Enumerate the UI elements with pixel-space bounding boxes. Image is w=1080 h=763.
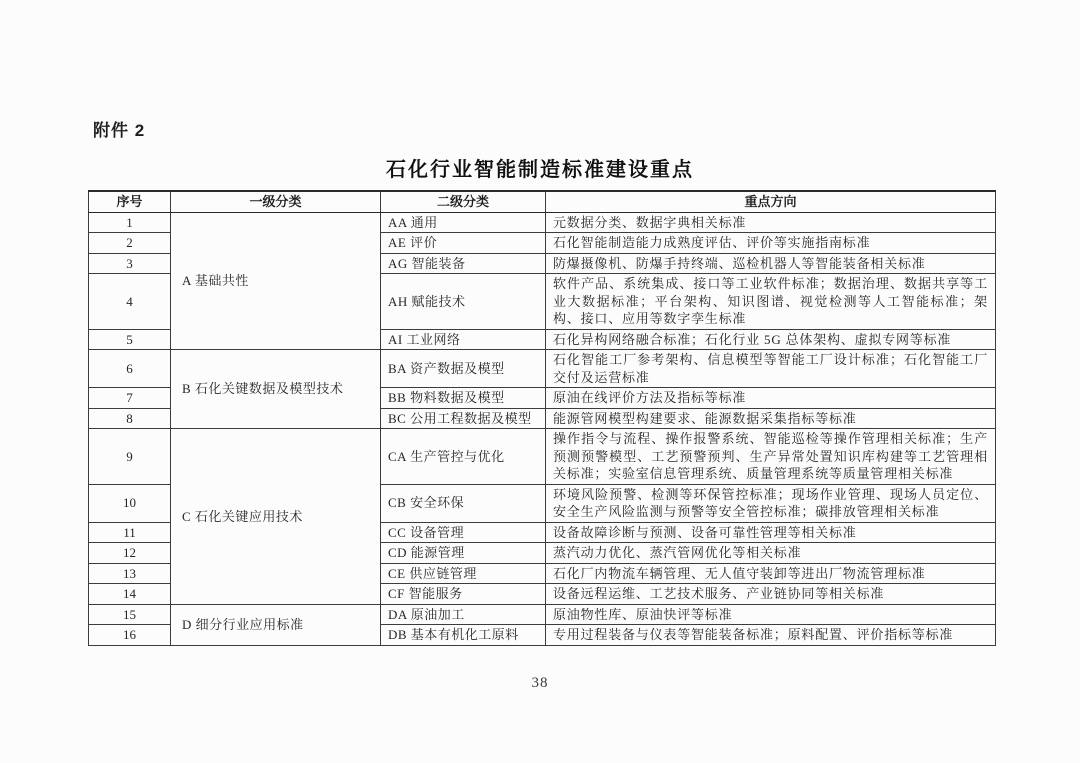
cell-subcategory: CE 供应链管理 — [381, 563, 546, 584]
cell-subcategory: AA 通用 — [381, 212, 546, 233]
column-header: 重点方向 — [546, 191, 996, 212]
table-row — [89, 429, 996, 485]
page-number: 38 — [531, 675, 549, 691]
cell-index: 6 — [89, 350, 171, 388]
cell-subcategory: AI 工业网络 — [381, 329, 546, 350]
cell-focus-direction: 防爆摄像机、防爆手持终端、巡检机器人等智能装备相关标准 — [546, 253, 996, 274]
cell-focus-direction: 设备远程运维、工艺技术服务、产业链协同等相关标准 — [546, 584, 996, 605]
cell-index: 8 — [89, 408, 171, 429]
cell-index: 13 — [89, 563, 171, 584]
cell-index: 1 — [89, 212, 171, 233]
cell-subcategory: DA 原油加工 — [381, 604, 546, 625]
column-header: 二级分类 — [381, 191, 546, 212]
cell-category: A 基础共性 — [171, 212, 381, 350]
cell-focus-direction: 原油物性库、原油快评等标准 — [546, 604, 996, 625]
table-row — [89, 212, 996, 233]
cell-subcategory: AH 赋能技术 — [381, 274, 546, 330]
cell-subcategory: BC 公用工程数据及模型 — [381, 408, 546, 429]
column-header: 一级分类 — [171, 191, 381, 212]
cell-focus-direction: 元数据分类、数据字典相关标准 — [546, 212, 996, 233]
attachment-label: 附件 2 — [93, 121, 146, 140]
cell-focus-direction: 石化智能工厂参考架构、信息模型等智能工厂设计标准；石化智能工厂交付及运营标准 — [546, 350, 996, 388]
cell-focus-direction: 蒸汽动力优化、蒸汽管网优化等相关标准 — [546, 543, 996, 564]
table-row — [89, 604, 996, 625]
cell-index: 14 — [89, 584, 171, 605]
cell-subcategory: DB 基本有机化工原料 — [381, 625, 546, 646]
cell-subcategory: CA 生产管控与优化 — [381, 429, 546, 485]
page-title: 石化行业智能制造标准建设重点 — [386, 159, 694, 181]
cell-subcategory: CF 智能服务 — [381, 584, 546, 605]
cell-subcategory: CD 能源管理 — [381, 543, 546, 564]
standards-table-body — [89, 212, 996, 645]
cell-subcategory: BA 资产数据及模型 — [381, 350, 546, 388]
cell-subcategory: CC 设备管理 — [381, 522, 546, 543]
cell-focus-direction: 专用过程装备与仪表等智能装备标准；原料配置、评价指标等标准 — [546, 625, 996, 646]
cell-index: 4 — [89, 274, 171, 330]
cell-focus-direction: 石化厂内物流车辆管理、无人值守装卸等进出厂物流管理标准 — [546, 563, 996, 584]
cell-index: 3 — [89, 253, 171, 274]
cell-focus-direction: 石化智能制造能力成熟度评估、评价等实施指南标准 — [546, 233, 996, 254]
cell-subcategory: BB 物料数据及模型 — [381, 388, 546, 409]
cell-index: 9 — [89, 429, 171, 485]
cell-index: 5 — [89, 329, 171, 350]
cell-focus-direction: 软件产品、系统集成、接口等工业软件标准；数据治理、数据共享等工业大数据标准；平台架构、知识图谱、视觉检测等人工智能标准；架构、接口、应用等数字孪生标准 — [546, 274, 996, 330]
cell-index: 16 — [89, 625, 171, 646]
cell-focus-direction: 设备故障诊断与预测、设备可靠性管理等相关标准 — [546, 522, 996, 543]
cell-category: B 石化关键数据及模型技术 — [171, 350, 381, 429]
cell-index: 2 — [89, 233, 171, 254]
cell-focus-direction: 操作指令与流程、操作报警系统、智能巡检等操作管理相关标准；生产预测预警模型、工艺预警预判、生产异常处置知识库构建等工艺管理相关标准；实验室信息管理系统、质量管理系统等质量管理相关标准 — [546, 429, 996, 485]
cell-focus-direction: 能源管网模型构建要求、能源数据采集指标等标准 — [546, 408, 996, 429]
cell-index: 12 — [89, 543, 171, 564]
header-row — [89, 191, 996, 212]
cell-index: 11 — [89, 522, 171, 543]
standards-table-head — [89, 191, 996, 212]
cell-index: 7 — [89, 388, 171, 409]
cell-subcategory: AE 评价 — [381, 233, 546, 254]
cell-focus-direction: 石化异构网络融合标准；石化行业 5G 总体架构、虚拟专网等标准 — [546, 329, 996, 350]
cell-focus-direction: 环境风险预警、检测等环保管控标准；现场作业管理、现场人员定位、安全生产风险监测与预警等安全管控标准；碳排放管理相关标准 — [546, 484, 996, 522]
table-row — [89, 350, 996, 388]
standards-table — [88, 190, 996, 646]
cell-index: 15 — [89, 604, 171, 625]
cell-focus-direction: 原油在线评价方法及指标等标准 — [546, 388, 996, 409]
column-header: 序号 — [89, 191, 171, 212]
cell-index: 10 — [89, 484, 171, 522]
cell-category: C 石化关键应用技术 — [171, 429, 381, 605]
cell-category: D 细分行业应用标准 — [171, 604, 381, 645]
cell-subcategory: CB 安全环保 — [381, 484, 546, 522]
cell-subcategory: AG 智能装备 — [381, 253, 546, 274]
